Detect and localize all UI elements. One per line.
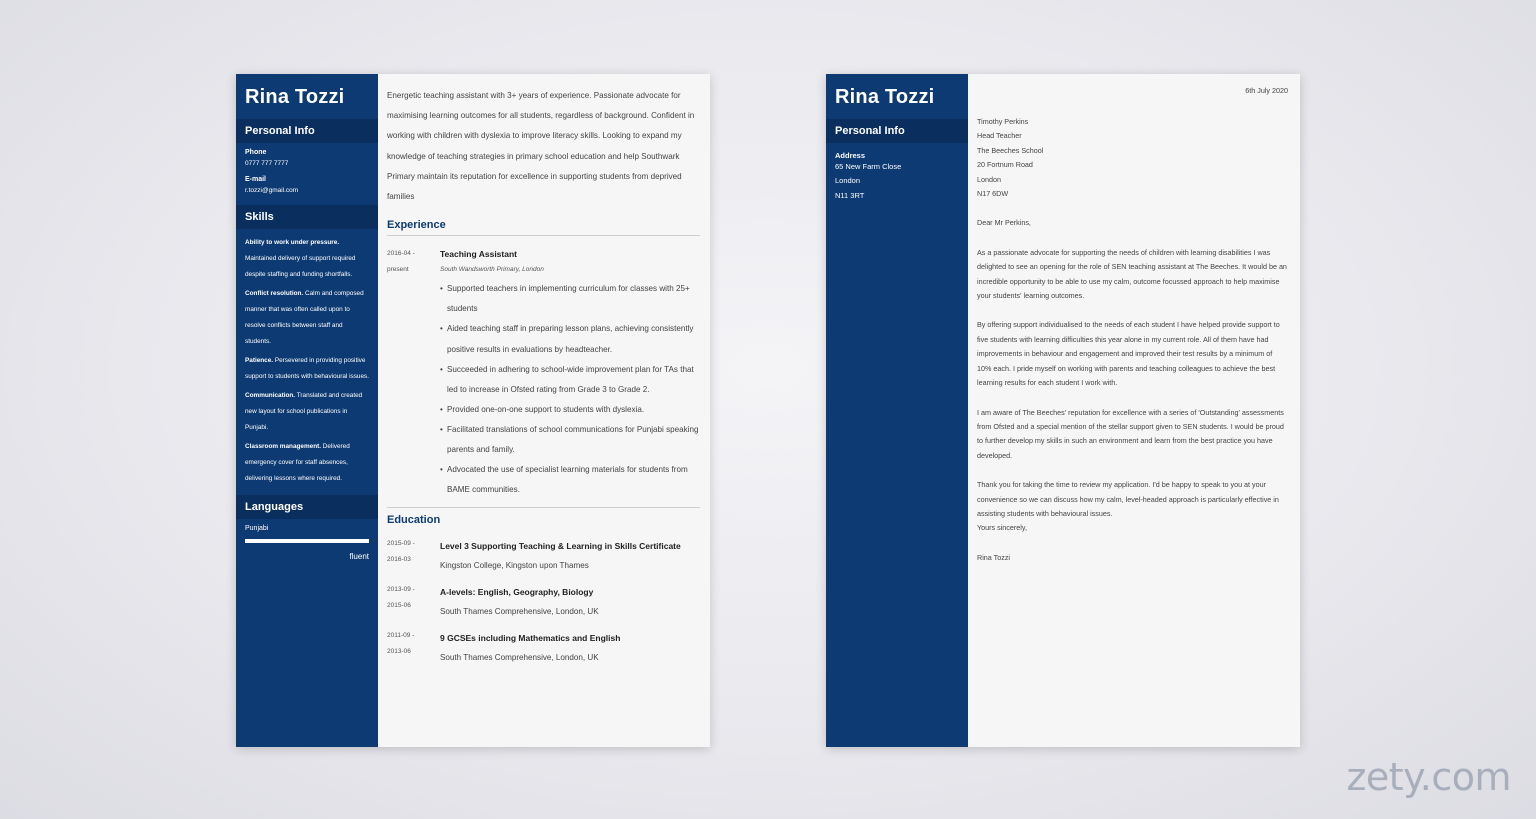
skill-item	[236, 235, 378, 283]
date-start: 2011-09 -	[387, 632, 415, 640]
job-bullet: • Succeeded in adhering to school-wide improvement plan for TAs that led to increase in Ofsted rating from Grade 3 to Grade 2.	[440, 360, 700, 400]
skill-desc: Calm and composed manner that was often called upon to resolve conflicts between staff and students.	[245, 290, 364, 345]
education-body	[440, 582, 700, 622]
education-title: 9 GCSEs including Mathematics and English	[440, 633, 621, 644]
experience-body	[440, 246, 700, 500]
date-end: present	[387, 266, 409, 274]
education-title: Level 3 Supporting Teaching & Learning in Skills Certificate	[440, 541, 681, 552]
zety-watermark-logo: zety.com	[1346, 755, 1511, 799]
personal-info-heading: Personal Info	[236, 119, 378, 143]
skill-desc: Delivered emergency cover for staff absences, delivering lessons where required.	[245, 443, 350, 482]
education-entry	[387, 582, 700, 622]
date-end: 2015-06	[387, 602, 411, 610]
education-entry	[387, 536, 700, 576]
letter-date: 6th July 2020	[1245, 86, 1288, 95]
job-title: Teaching Assistant	[440, 249, 517, 260]
date-end: 2016-03	[387, 556, 411, 564]
letter-signature: Rina Tozzi	[977, 552, 1011, 562]
language-name: Punjabi	[245, 525, 269, 532]
job-bullet: • Aided teaching staff in preparing lesson plans, achieving consistently positive results in evaluations by headteacher.	[440, 319, 700, 359]
skill-item	[236, 353, 378, 385]
skill-name: Ability to work under pressure.	[245, 239, 340, 246]
education-school: South Thames Comprehensive, London, UK	[440, 607, 599, 617]
education-dates	[387, 536, 440, 576]
phone-value: 0777 777 7777	[245, 160, 289, 167]
date-start: 2015-09 -	[387, 540, 415, 548]
job-bullet: • Facilitated translations of school communications for Punjabi speaking parents and family.	[440, 420, 700, 460]
education-body	[440, 536, 700, 576]
education-dates	[387, 628, 440, 668]
education-school: Kingston College, Kingston upon Thames	[440, 561, 589, 571]
education-school: South Thames Comprehensive, London, UK	[440, 653, 599, 663]
skill-desc: Translated and created new layout for school publications in Punjabi.	[245, 392, 363, 431]
employer: South Wandsworth Primary, London	[440, 266, 544, 274]
skill-item	[236, 388, 378, 436]
resume-sidebar	[236, 74, 378, 747]
skill-desc: Maintained delivery of support required despite staffing and funding shortfalls.	[245, 255, 356, 278]
recipient-line: 20 Fortnum Road	[977, 160, 1033, 170]
letter-paragraph: As a passionate advocate for supporting the needs of children with learning disabilities I was delighted to see an opening for the role of SEN teaching assistant at The Beeches. It would be an incredible opportunity to be able to use my calm, outcome focussed approach to help maximise your students' learning outcomes.	[977, 247, 1287, 301]
education-body	[440, 628, 700, 668]
email-label: E-mail	[245, 176, 267, 183]
resume-summary: Energetic teaching assistant with 3+ years of experience. Passionate advocate for maximising learning outcomes for all students, regardless of background. Confident in working with children with dyslexia to improve literacy skills. Looking to expand my knowledge of teaching strategies in primary school education and help Southwark Primary maintain its reputation for excellence in supporting students from deprived families	[387, 91, 695, 202]
section-divider	[387, 507, 700, 508]
job-bullet: • Advocated the use of specialist learning materials for students from BAME communities.	[440, 460, 700, 500]
experience-dates	[387, 246, 440, 500]
education-entry	[387, 628, 700, 668]
education-title: A-levels: English, Geography, Biology	[440, 587, 594, 598]
recipient-address	[977, 115, 1288, 201]
experience-entry	[387, 246, 700, 500]
address-line: London	[835, 176, 861, 186]
recipient-line: Timothy Perkins	[977, 117, 1029, 126]
address-line: 65 New Farm Close	[835, 162, 902, 171]
education-dates	[387, 582, 440, 622]
skill-name: Communication.	[245, 392, 296, 399]
recipient-line: Head Teacher	[977, 131, 1022, 141]
language-level: fluent	[349, 552, 369, 561]
skill-name: Conflict resolution.	[245, 290, 304, 297]
letter-paragraph: I am aware of The Beeches' reputation for excellence with a series of 'Outstanding' assessments from Ofsted and a special mention of the stellar support given to SEN students. I would be proud to further develop my skills in such an environment and learn from the best practice you have developed.	[977, 407, 1284, 460]
recipient-line: N17 6DW	[977, 189, 1009, 199]
skill-item	[236, 439, 378, 487]
letter-name: Rina Tozzi	[835, 86, 935, 108]
skill-name: Patience.	[245, 357, 274, 364]
experience-heading: Experience	[387, 219, 700, 236]
letter-greeting: Dear Mr Perkins,	[977, 218, 1031, 228]
recipient-line: London	[977, 174, 1001, 184]
skill-name: Classroom management.	[245, 443, 322, 450]
resume-main	[378, 74, 710, 747]
job-bullet: • Provided one-on-one support to students with dyslexia.	[440, 400, 700, 420]
date-end: 2013-06	[387, 648, 411, 656]
job-bullets	[440, 279, 700, 500]
job-bullet: • Supported teachers in implementing curriculum for classes with 25+ students	[440, 279, 700, 319]
email-value: r.tozzi@gmail.com	[245, 187, 299, 194]
address-label: Address	[835, 151, 866, 160]
cover-letter-document	[826, 74, 1300, 747]
address-line: N11 3RT	[835, 190, 865, 200]
date-start: 2016-04 -	[387, 250, 415, 258]
education-heading: Education	[387, 514, 441, 527]
languages-heading: Languages	[236, 495, 378, 519]
letter-body	[968, 74, 1300, 747]
skills-heading: Skills	[236, 205, 378, 229]
skill-item	[236, 286, 378, 350]
letter-personal-info-heading: Personal Info	[826, 119, 968, 143]
letter-paragraph: Thank you for taking the time to review my application. I'd be happy to speak to you at your convenience so we can discuss how my calm, level-headed approach is particularly effective in assisting students with behavioural issues.	[977, 480, 1279, 518]
recipient-line: The Beeches School	[977, 145, 1044, 155]
letter-paragraph: By offering support individualised to the needs of each student I have helped provide support to five students with learning difficulties this year alone in my current role. All of them have had improvements in behaviour and engagement and improved their test results by a minimum of 10% each. I pride myself on working with parents and teaching colleagues to achieve the best learning results for each student I work with.	[977, 320, 1280, 388]
date-start: 2013-09 -	[387, 586, 415, 594]
letter-sidebar	[826, 74, 968, 747]
letter-signoff: Yours sincerely,	[977, 523, 1027, 533]
phone-label: Phone	[245, 149, 267, 156]
resume-document	[236, 74, 710, 747]
skill-desc: Persevered in providing positive support to students with behavioural issues.	[245, 357, 369, 380]
resume-name: Rina Tozzi	[245, 86, 345, 108]
